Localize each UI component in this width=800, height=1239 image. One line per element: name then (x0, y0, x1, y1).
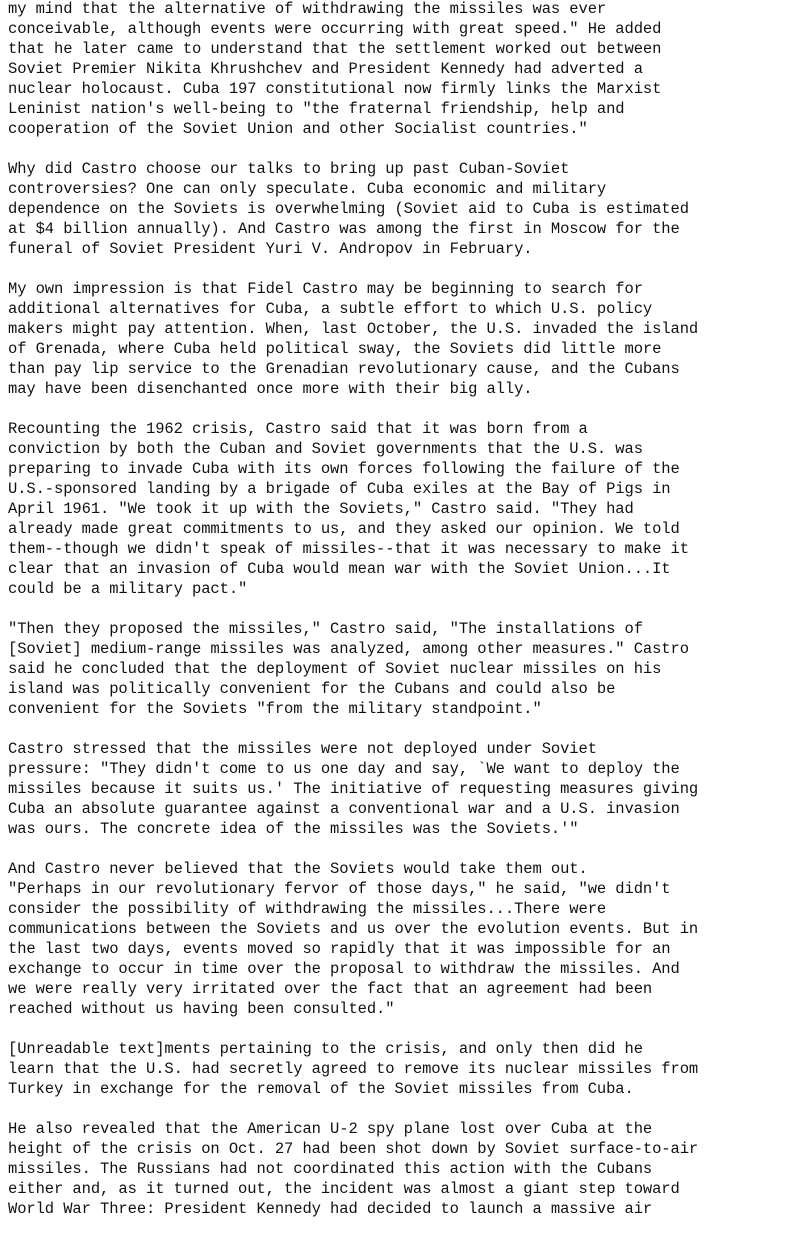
text-line: said he concluded that the deployment of Soviet nuclear missiles on his (8, 660, 662, 678)
text-line: that he later came to understand that the settlement worked out between (8, 40, 662, 58)
text-line: pressure: "They didn't come to us one day and say, `We want to deploy the (8, 760, 680, 778)
text-line: either and, as it turned out, the incident was almost a giant step toward (8, 1180, 680, 1198)
text-line: the last two days, events moved so rapidly that it was impossible for an (8, 940, 671, 958)
text-line: we were really very irritated over the fact that an agreement had been (8, 980, 653, 998)
paragraph-6 (8, 739, 798, 839)
text-line: Soviet Premier Nikita Khrushchev and President Kennedy had adverted a (8, 60, 643, 78)
text-line: And Castro never believed that the Soviets would take them out. (8, 860, 588, 878)
text-line: Recounting the 1962 crisis, Castro said that it was born from a (8, 420, 588, 438)
text-line: conceivable, although events were occurring with great speed." He added (8, 20, 662, 38)
text-line: learn that the U.S. had secretly agreed to remove its nuclear missiles from (8, 1060, 699, 1078)
text-line: them--though we didn't speak of missiles--that it was necessary to make it (8, 540, 689, 558)
text-line: at $4 billion annually). And Castro was among the first in Moscow for the (8, 220, 680, 238)
paragraph-5 (8, 619, 798, 719)
text-line: clear that an invasion of Cuba would mean war with the Soviet Union...It (8, 560, 671, 578)
document-body (8, 0, 798, 1239)
text-line: of Grenada, where Cuba held political sway, the Soviets did little more (8, 340, 662, 358)
text-line: controversies? One can only speculate. Cuba economic and military (8, 180, 607, 198)
text-line: nuclear holocaust. Cuba 197 constitutional now firmly links the Marxist (8, 80, 662, 98)
text-line: cooperation of the Soviet Union and other Socialist countries." (8, 120, 588, 138)
text-line: my mind that the alternative of withdrawing the missiles was ever (8, 0, 607, 18)
text-line: He also revealed that the American U-2 spy plane lost over Cuba at the (8, 1120, 653, 1138)
text-line: funeral of Soviet President Yuri V. Andropov in February. (8, 240, 533, 258)
text-line: Why did Castro choose our talks to bring up past Cuban-Soviet (8, 160, 570, 178)
text-line: World War Three: President Kennedy had decided to launch a massive air (8, 1200, 653, 1218)
text-line: was ours. The concrete idea of the missiles was the Soviets.'" (8, 820, 579, 838)
text-line: Turkey in exchange for the removal of the Soviet missiles from Cuba. (8, 1080, 634, 1098)
text-line: U.S.-sponsored landing by a brigade of Cuba exiles at the Bay of Pigs in (8, 480, 671, 498)
text-line: [Unreadable text]ments pertaining to the crisis, and only then did he (8, 1040, 643, 1058)
text-line: island was politically convenient for the Cubans and could also be (8, 680, 616, 698)
text-line: conviction by both the Cuban and Soviet governments that the U.S. was (8, 440, 643, 458)
text-line: makers might pay attention. When, last October, the U.S. invaded the island (8, 320, 699, 338)
text-line: than pay lip service to the Grenadian revolutionary cause, and the Cubans (8, 360, 680, 378)
text-line: additional alternatives for Cuba, a subtle effort to which U.S. policy (8, 300, 653, 318)
text-line: exchange to occur in time over the proposal to withdraw the missiles. And (8, 960, 680, 978)
text-line: consider the possibility of withdrawing the missiles...There were (8, 900, 607, 918)
text-line: may have been disenchanted once more with their big ally. (8, 380, 533, 398)
text-line: already made great commitments to us, and they asked our opinion. We told (8, 520, 680, 538)
text-line: preparing to invade Cuba with its own forces following the failure of the (8, 460, 680, 478)
paragraph-4 (8, 419, 798, 599)
paragraph-7 (8, 859, 798, 1019)
text-line: height of the crisis on Oct. 27 had been shot down by Soviet surface-to-air (8, 1140, 699, 1158)
text-line: could be a military pact." (8, 580, 248, 598)
text-line: April 1961. "We took it up with the Soviets," Castro said. "They had (8, 500, 634, 518)
text-line: missiles because it suits us.' The initiative of requesting measures giving (8, 780, 699, 798)
text-line: convenient for the Soviets "from the military standpoint." (8, 700, 542, 718)
text-line: dependence on the Soviets is overwhelming (Soviet aid to Cuba is estimated (8, 200, 689, 218)
text-line: My own impression is that Fidel Castro may be beginning to search for (8, 280, 643, 298)
text-line: "Perhaps in our revolutionary fervor of those days," he said, "we didn't (8, 880, 671, 898)
text-line: Cuba an absolute guarantee against a conventional war and a U.S. invasion (8, 800, 680, 818)
text-line: reached without us having been consulted." (8, 1000, 395, 1018)
text-line: Castro stressed that the missiles were not deployed under Soviet (8, 740, 597, 758)
text-line: communications between the Soviets and us over the evolution events. But in (8, 920, 699, 938)
paragraph-2 (8, 159, 798, 259)
text-line: [Soviet] medium-range missiles was analyzed, among other measures." Castro (8, 640, 689, 658)
paragraph-9 (8, 1119, 798, 1219)
text-line: "Then they proposed the missiles," Castro said, "The installations of (8, 620, 643, 638)
paragraph-3 (8, 279, 798, 399)
paragraph-1 (8, 0, 798, 139)
text-line: missiles. The Russians had not coordinated this action with the Cubans (8, 1160, 653, 1178)
paragraph-8 (8, 1039, 798, 1099)
text-line: Leninist nation's well-being to "the fraternal friendship, help and (8, 100, 625, 118)
